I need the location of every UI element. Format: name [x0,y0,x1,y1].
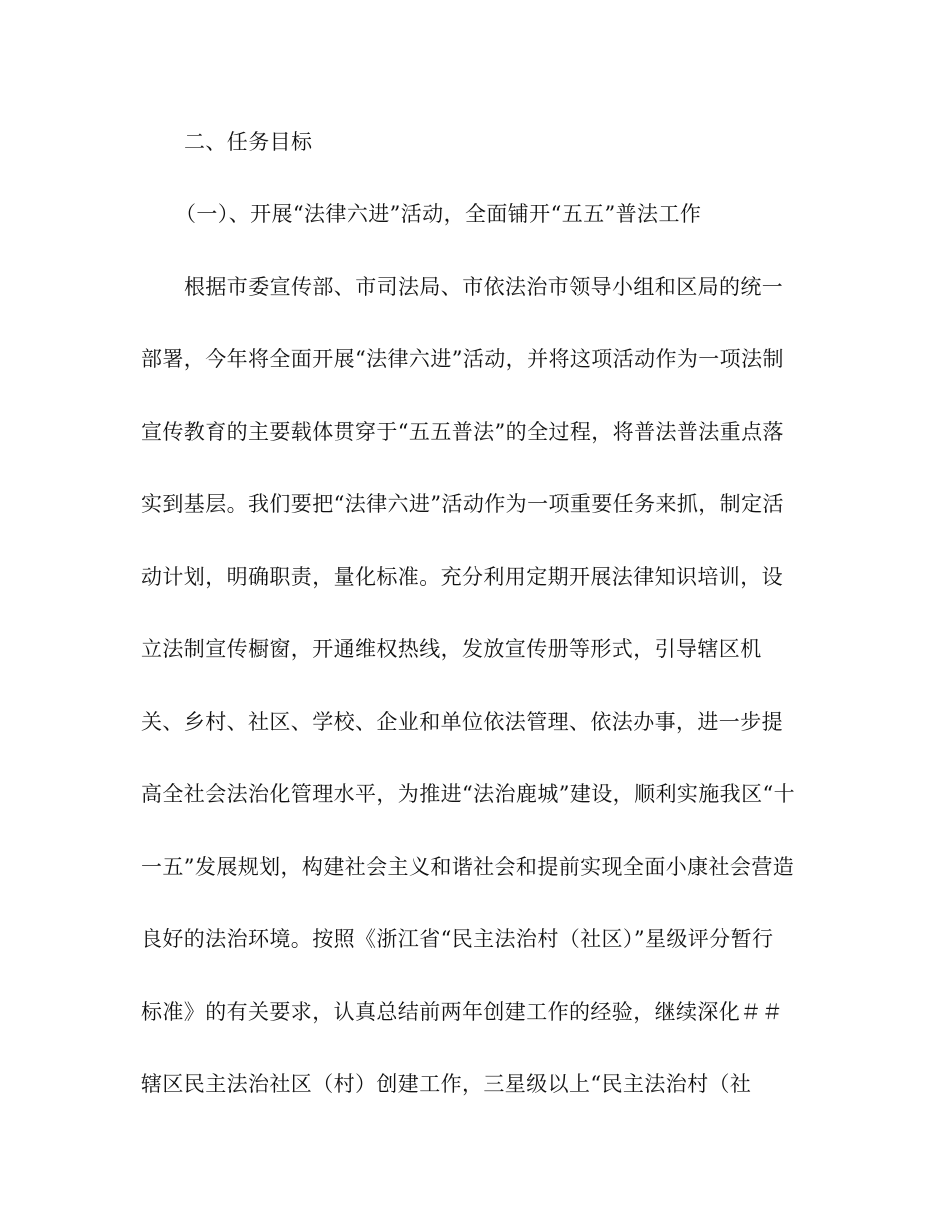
paragraph-line: 一五”发展规划，构建社会主义和谐社会和提前实现全面小康社会营造 [141,855,795,879]
paragraph-line: 动计划，明确职责，量化标准。充分利用定期开展法律知识培训，设 [141,565,783,589]
paragraph-line: 部署，今年将全面开展“法律六进”活动，并将这项活动作为一项法制 [141,347,784,371]
paragraph-line: 宣传教育的主要载体贯穿于“五五普法”的全过程，将普法普法重点落 [141,420,784,444]
paragraph-line: 关、乡村、社区、学校、企业和单位依法管理、依法办事，进一步提 [141,710,783,734]
paragraph-line: 辖区民主法治社区（村）创建工作，三星级以上“民主法治村（社 [141,1072,752,1096]
section-heading: 二、任务目标 [184,130,313,154]
paragraph-line: 立法制宣传橱窗，开通维权热线，发放宣传册等形式，引导辖区机 [141,637,762,661]
paragraph-line: 良好的法治环境。按照《浙江省“民主法治村（社区）”星级评分暂行 [141,927,774,951]
subsection-heading: （一）、开展“法律六进”活动，全面铺开“五五”普法工作 [175,202,702,226]
paragraph-line: 标准》的有关要求，认真总结前两年创建工作的经验，继续深化＃＃ [141,1000,783,1024]
paragraph-line: 根据市委宣传部、市司法局、市依法治市领导小组和区局的统一 [184,275,784,299]
paragraph-line: 高全社会法治化管理水平，为推进“法治鹿城”建设，顺利实施我区“十 [141,782,796,806]
paragraph-line: 实到基层。我们要把“法律六进”活动作为一项重要任务来抓，制定活 [141,492,784,516]
